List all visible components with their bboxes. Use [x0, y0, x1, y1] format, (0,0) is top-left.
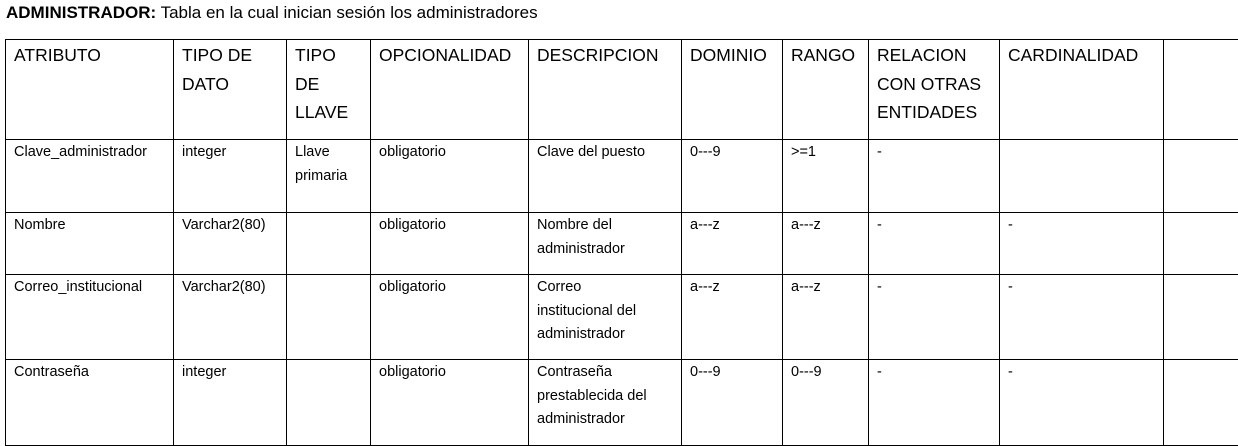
header-cardinalidad: CARDINALIDAD: [1000, 40, 1164, 140]
cell-atributo: Contraseña: [6, 360, 174, 446]
header-descripcion: DESCRIPCION: [529, 40, 682, 140]
header-atributo: ATRIBUTO: [6, 40, 174, 140]
cell-cardinalidad: -: [1000, 360, 1164, 446]
cell-atributo: Correo_institucional: [6, 275, 174, 360]
cell-tipo-llave: [287, 213, 371, 275]
header-opcionalidad: OPCIONALIDAD: [371, 40, 529, 140]
cell-cardinalidad: -: [1000, 275, 1164, 360]
table-caption: [6, 3, 538, 23]
cell-relacion: -: [869, 213, 1000, 275]
caption-description: Tabla en la cual inician sesión los administradores: [160, 3, 538, 22]
cell-tipo-llave: [287, 360, 371, 446]
table-row: [6, 140, 1238, 213]
cell-dominio: a---z: [682, 213, 783, 275]
cell-extra: [1164, 140, 1238, 213]
table-row: [6, 360, 1238, 446]
table-row: [6, 275, 1238, 360]
header-relacion: RELACION CON OTRAS ENTIDADES: [869, 40, 1000, 140]
cell-atributo: Nombre: [6, 213, 174, 275]
cell-rango: 0---9: [783, 360, 869, 446]
cell-relacion: -: [869, 360, 1000, 446]
header-extra: [1164, 40, 1238, 140]
cell-rango: >=1: [783, 140, 869, 213]
cell-relacion: -: [869, 275, 1000, 360]
caption-title: ADMINISTRADOR:: [6, 3, 157, 22]
cell-descripcion: Contraseña prestablecida del administrador: [529, 360, 682, 446]
cell-tipo-dato: Varchar2(80): [174, 275, 287, 360]
cell-extra: [1164, 213, 1238, 275]
cell-cardinalidad: -: [1000, 213, 1164, 275]
cell-cardinalidad: [1000, 140, 1164, 213]
attributes-table: [5, 39, 1238, 446]
header-tipo-de-llave: TIPO DE LLAVE: [287, 40, 371, 140]
cell-tipo-dato: integer: [174, 360, 287, 446]
cell-dominio: a---z: [682, 275, 783, 360]
cell-descripcion: Correo institucional del administrador: [529, 275, 682, 360]
header-rango: RANGO: [783, 40, 869, 140]
cell-opcionalidad: obligatorio: [371, 275, 529, 360]
cell-tipo-dato: integer: [174, 140, 287, 213]
cell-descripcion: Clave del puesto: [529, 140, 682, 213]
cell-extra: [1164, 360, 1238, 446]
cell-rango: a---z: [783, 213, 869, 275]
cell-relacion: -: [869, 140, 1000, 213]
header-tipo-de-dato: TIPO DE DATO: [174, 40, 287, 140]
header-row: [6, 40, 1238, 140]
cell-rango: a---z: [783, 275, 869, 360]
cell-dominio: 0---9: [682, 360, 783, 446]
cell-tipo-dato: Varchar2(80): [174, 213, 287, 275]
header-dominio: DOMINIO: [682, 40, 783, 140]
table-row: [6, 213, 1238, 275]
cell-tipo-llave: Llave primaria: [287, 140, 371, 213]
cell-dominio: 0---9: [682, 140, 783, 213]
cell-opcionalidad: obligatorio: [371, 360, 529, 446]
cell-opcionalidad: obligatorio: [371, 140, 529, 213]
cell-opcionalidad: obligatorio: [371, 213, 529, 275]
cell-tipo-llave: [287, 275, 371, 360]
cell-descripcion: Nombre del administrador: [529, 213, 682, 275]
cell-atributo: Clave_administrador: [6, 140, 174, 213]
cell-extra: [1164, 275, 1238, 360]
